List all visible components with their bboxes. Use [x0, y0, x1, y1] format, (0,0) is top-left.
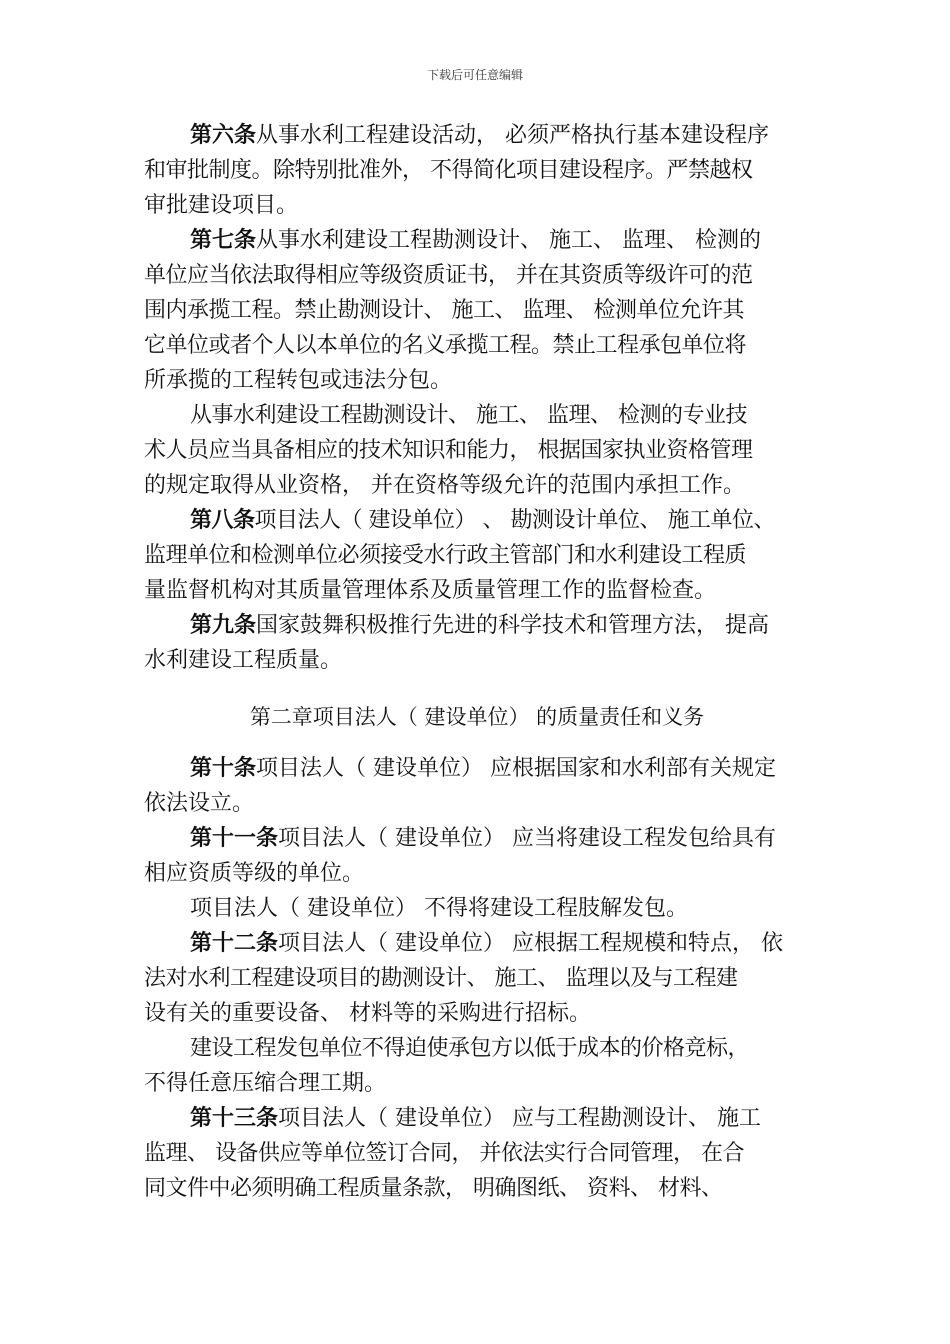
- text-line: 项目法人（ 建设单位） 、 勘测设计单位、 施工单位、: [254, 508, 775, 533]
- article-10: [144, 751, 810, 821]
- article-8: [144, 503, 810, 608]
- text-line: 相应资质等级的单位。: [144, 861, 365, 886]
- article-11: [144, 821, 810, 926]
- article-12: [144, 926, 810, 1101]
- text-line: 不得任意压缩合理工期。: [144, 1071, 387, 1096]
- text-line: 项目法人（ 建设单位） 应当将建设工程发包给具有: [278, 826, 777, 851]
- text-line: 监理单位和检测单位必须接受水行政主管部门和水利建设工程质: [144, 543, 747, 568]
- chapter-heading: 第二章项目法人（ 建设单位） 的质量责任和义务: [249, 705, 705, 729]
- text-line: 它单位或者个人以本单位的名义承揽工程。禁止工程承包单位将: [144, 333, 747, 358]
- article-13: [144, 1101, 810, 1206]
- text-line: 国家鼓舞积极推行先进的科学技术和管理方法， 提高: [256, 613, 770, 638]
- article-9: [144, 608, 810, 678]
- text-line: 从事水利建设工程勘测设计、 施工、 监理、 检测的专业技: [190, 403, 747, 428]
- article-label: 第十一条: [190, 826, 279, 851]
- article-label: 第六条: [190, 123, 257, 148]
- text-line: 的规定取得从业资格， 并在资格等级允许的范围内承担工作。: [144, 473, 745, 498]
- text-line: 量监督机构对其质量管理体系及质量管理工作的监督检查。: [144, 578, 717, 603]
- article-label: 第七条: [190, 228, 257, 253]
- text-line: 单位应当依法取得相应等级资质证书， 并在其资质等级许可的范: [144, 263, 753, 288]
- article-6: [144, 118, 810, 223]
- text-line: 项目法人（ 建设单位） 应根据工程规模和特点， 依: [278, 931, 783, 956]
- text-line: 水利建设工程质量。: [144, 648, 343, 673]
- article-label: 第十三条: [190, 1106, 279, 1131]
- text-line: 术人员应当具备相应的技术知识和能力， 根据国家执业资格管理: [144, 438, 753, 463]
- text-line: 项目法人（ 建设单位） 应根据国家和水利部有关规定: [256, 756, 777, 781]
- article-label: 第九条: [190, 613, 257, 638]
- text-line: 法对水利工程建设项目的勘测设计、 施工、 监理以及与工程建: [144, 966, 738, 991]
- page-header: 下载后可任意编辑: [426, 68, 523, 82]
- text-line: 项目法人（ 建设单位） 应与工程勘测设计、 施工: [278, 1106, 761, 1131]
- text-line: 从事水利工程建设活动， 必须严格执行基本建设程序: [256, 123, 770, 148]
- text-line: 审批建设项目。: [144, 193, 299, 218]
- text-line: 围内承揽工程。禁止勘测设计、 施工、 监理、 检测单位允许其: [144, 298, 744, 323]
- text-line: 监理、 设备供应等单位签订合同， 并依法实行合同管理， 在合: [144, 1141, 744, 1166]
- article-label: 第十条: [190, 756, 257, 781]
- text-line: 和审批制度。除特别批准外， 不得简化项目建设程序。严禁越权: [144, 158, 753, 183]
- article-label: 第八条: [190, 508, 255, 533]
- text-line: 同文件中必须明确工程质量条款， 明确图纸、 资料、 材料、: [144, 1176, 723, 1201]
- text-line: 依法设立。: [144, 791, 255, 816]
- document-body: [144, 118, 810, 1206]
- article-label: 第十二条: [190, 931, 279, 956]
- text-line: 项目法人（ 建设单位） 不得将建设工程肢解发包。: [190, 896, 688, 921]
- article-7: [144, 223, 810, 503]
- text-line: 设有关的重要设备、 材料等的采购进行招标。: [144, 1001, 591, 1026]
- text-line: 建设工程发包单位不得迫使承包方以低于成本的价格竞标，: [190, 1036, 750, 1061]
- text-line: 从事水利建设工程勘测设计、 施工、 监理、 检测的: [256, 228, 761, 253]
- text-line: 所承揽的工程转包或违法分包。: [144, 368, 453, 393]
